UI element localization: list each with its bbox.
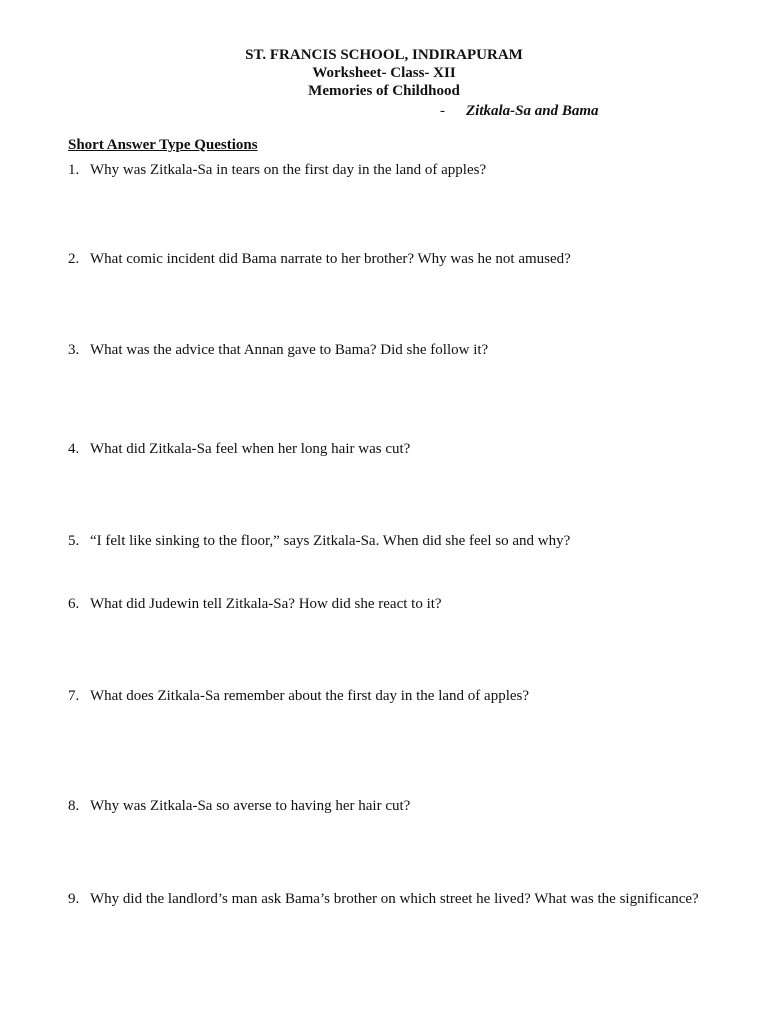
question-text: “I felt like sinking to the floor,” says Zitkala-Sa. When did she feel so and why? xyxy=(90,533,571,549)
question-item xyxy=(68,797,410,815)
question-number: 1. xyxy=(68,162,80,178)
question-item xyxy=(68,341,488,359)
question-text: What did Zitkala-Sa feel when her long hair was cut? xyxy=(90,441,411,457)
chapter-authors xyxy=(440,102,599,120)
question-item xyxy=(68,532,570,550)
question-number: 5. xyxy=(68,533,80,549)
question-text: What comic incident did Bama narrate to her brother? Why was he not amused? xyxy=(90,251,571,267)
worksheet-class: Worksheet- Class- XII xyxy=(312,65,456,81)
question-text: What does Zitkala-Sa remember about the first day in the land of apples? xyxy=(90,688,530,704)
school-name: ST. FRANCIS SCHOOL, INDIRAPURAM xyxy=(245,47,523,63)
question-number: 3. xyxy=(68,342,80,358)
question-item xyxy=(68,250,571,268)
question-number: 7. xyxy=(68,688,80,704)
authors-dash: - xyxy=(440,103,445,119)
question-text: What was the advice that Annan gave to Bama? Did she follow it? xyxy=(90,342,489,358)
question-text: Why did the landlord’s man ask Bama’s brother on which street he lived? What was the significance? xyxy=(90,891,699,907)
question-item xyxy=(68,595,442,613)
question-number: 2. xyxy=(68,251,80,267)
authors-text: Zitkala-Sa and Bama xyxy=(466,103,599,119)
chapter-title: Memories of Childhood xyxy=(308,83,460,99)
question-number: 9. xyxy=(68,891,80,907)
question-number: 8. xyxy=(68,798,80,814)
question-number: 6. xyxy=(68,596,80,612)
question-text: Why was Zitkala-Sa in tears on the first day in the land of apples? xyxy=(90,162,487,178)
question-number: 4. xyxy=(68,441,80,457)
question-item xyxy=(68,687,529,705)
question-item xyxy=(68,161,486,179)
section-heading: Short Answer Type Questions xyxy=(68,137,258,153)
question-text: Why was Zitkala-Sa so averse to having her hair cut? xyxy=(90,798,411,814)
question-item xyxy=(68,440,410,458)
question-item xyxy=(68,890,699,908)
question-text: What did Judewin tell Zitkala-Sa? How did she react to it? xyxy=(90,596,442,612)
